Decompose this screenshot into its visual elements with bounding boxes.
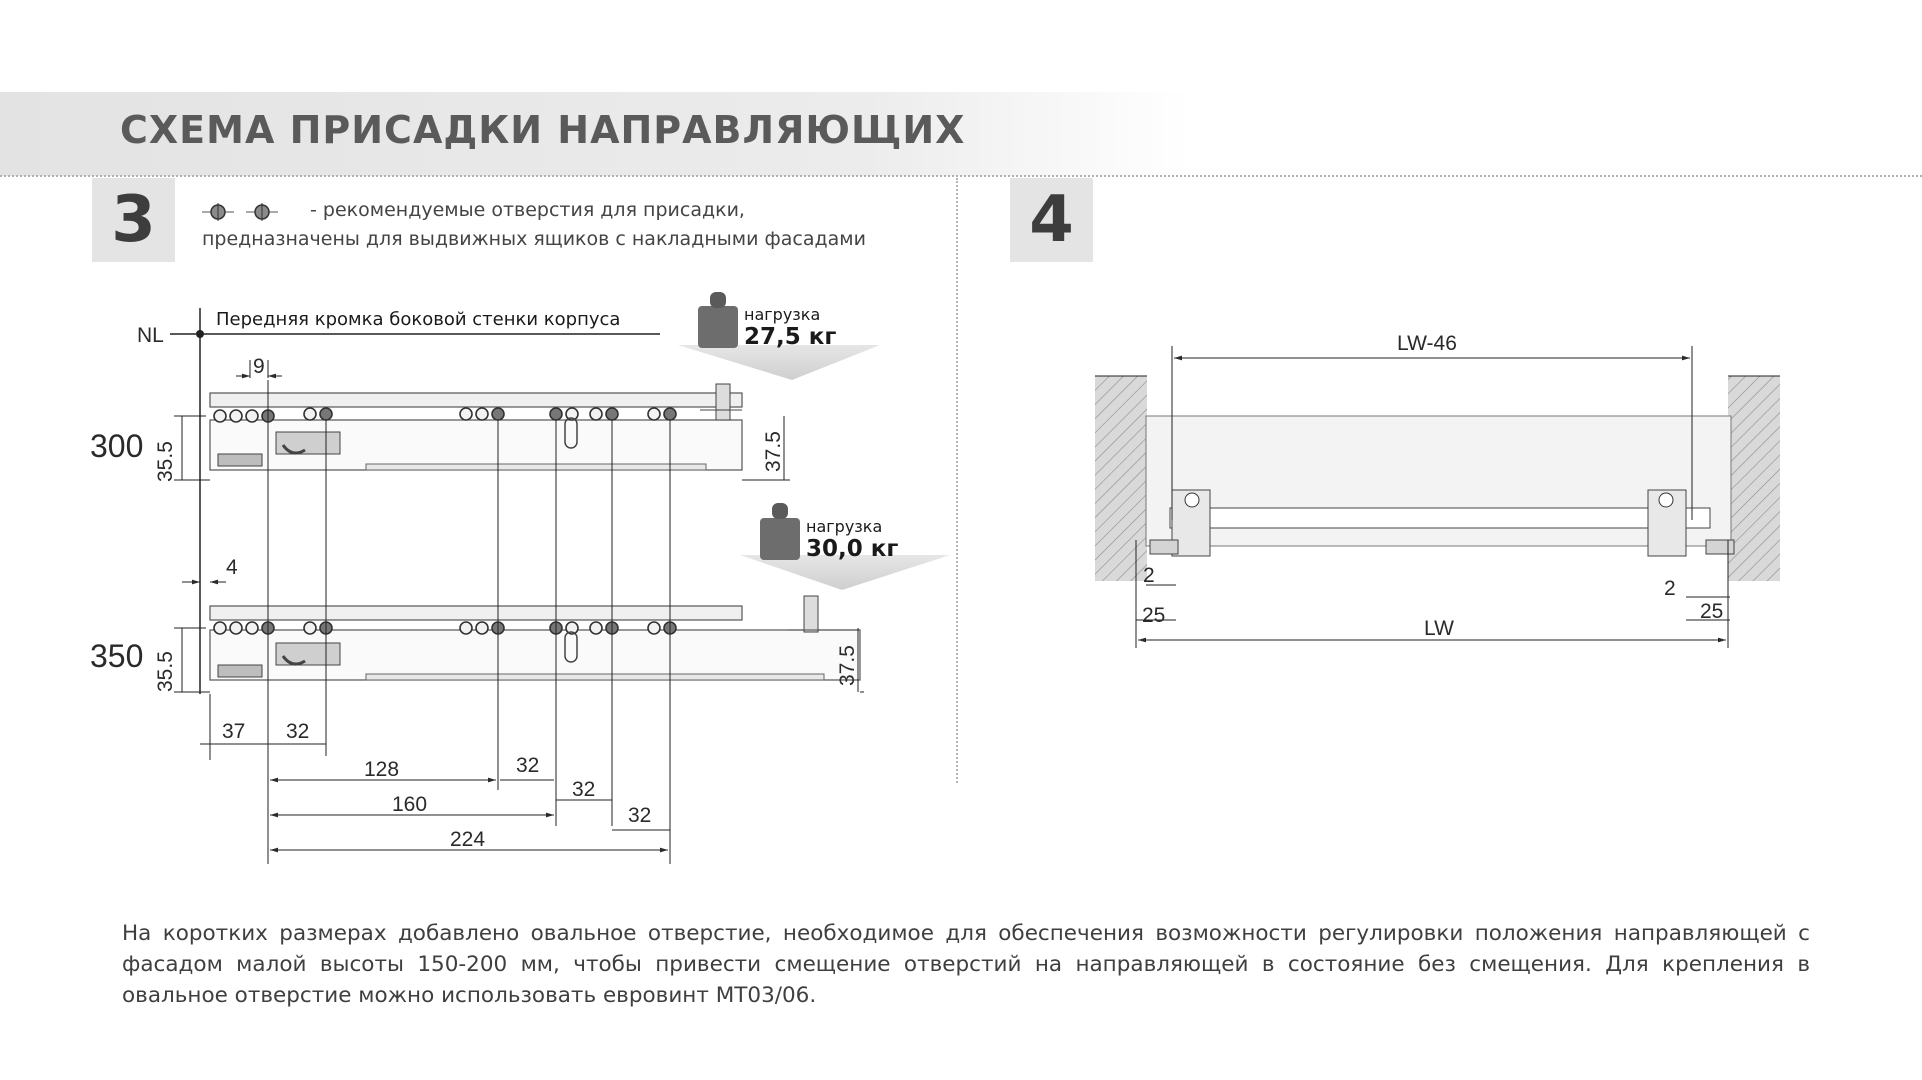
dim-4: 4 [226,556,238,579]
load2-label: нагрузка [806,517,883,536]
dim-160: 160 [392,793,428,816]
load1-value: 27,5 кг [744,324,837,350]
dim-35.5-a: 35.5 [154,441,177,482]
slide-300 [210,384,742,470]
dim-9: 9 [253,355,265,378]
legend-note-line1: - рекомендуемые отверстия для присадки, [310,199,745,221]
step-badge-3: 3 [92,178,175,262]
dim-32-d: 32 [628,804,652,827]
front-edge-label: Передняя кромка боковой стенки корпуса [216,309,621,330]
nl-label: NL [137,324,164,347]
page-title: СХЕМА ПРИСАДКИ НАПРАВЛЯЮЩИХ [120,108,966,152]
length-350: 350 [90,638,144,674]
length-300: 300 [90,428,144,464]
dim-35.5-b: 35.5 [154,651,177,692]
dim-2-left: 2 [1143,564,1155,587]
dim-lw: LW [1424,617,1454,640]
load2-value: 30,0 кг [806,536,899,562]
dim-37.5-b: 37.5 [836,645,859,686]
dim-128: 128 [364,758,400,781]
drawer-cross-section [1095,376,1780,581]
step-badge-4: 4 [1010,178,1093,262]
dim-lw-46: LW-46 [1397,332,1457,355]
dim-37.5-a: 37.5 [762,431,785,472]
explanation-paragraph: На коротких размерах добавлено овальное отверстие, необходимое для обеспечения возможности регулировки положения направляющей с фасадом малой высоты 150-200 мм, чтобы привести смещение отверстий на направляющей в состояние без смещения. Для крепления в овальное отверстие можно использовать евровинт МТ03/06. [122,921,1810,1008]
dim-25-right: 25 [1700,600,1724,623]
legend-note-line2: предназначены для выдвижных ящиков с накладными фасадами [202,228,866,250]
slide-350 [210,596,860,680]
dim-2-right: 2 [1664,577,1676,600]
dim-32-c: 32 [572,778,596,801]
dim-32-a: 32 [286,720,310,743]
load1-label: нагрузка [744,305,821,324]
dim-37: 37 [222,720,246,743]
dim-224: 224 [450,828,486,851]
dim-25-left: 25 [1142,604,1166,627]
dim-32-b: 32 [516,754,540,777]
